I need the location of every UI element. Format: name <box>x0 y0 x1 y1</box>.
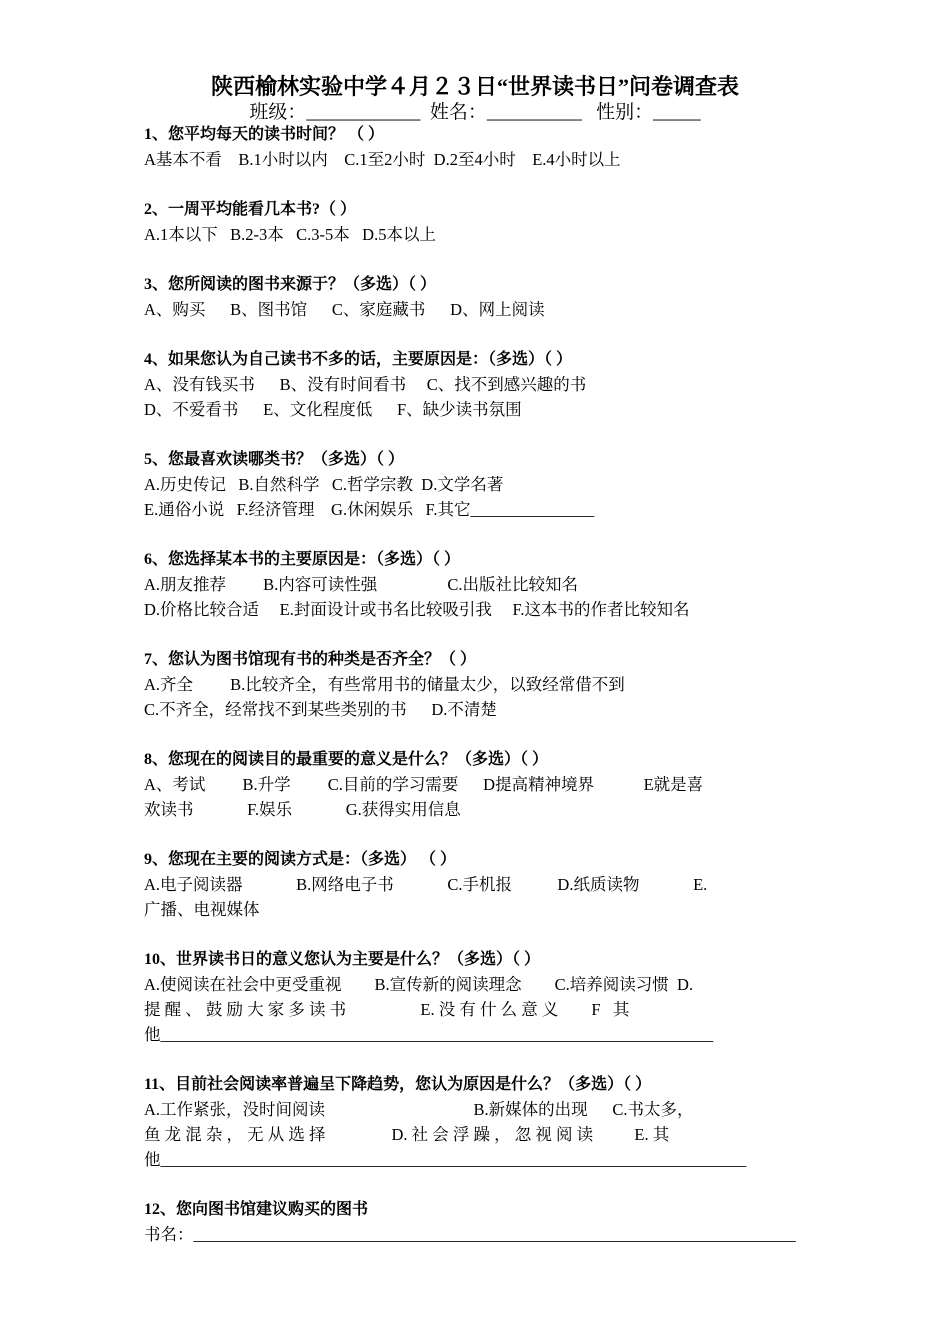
question-title: 1、您平均每天的读书时间？ （ ） <box>144 126 385 143</box>
question-title: 9、您现在主要的阅读方式是：（多选） （ ） <box>144 851 457 868</box>
question-title: 3、您所阅读的图书来源于？（多选）（ ） <box>144 276 437 293</box>
option-line: A.使阅读在社会中更受重视 B.宣传新的阅读理念 C.培养阅读习惯 D. <box>144 975 694 994</box>
question-5 <box>144 447 808 522</box>
question-7 <box>144 647 808 722</box>
option-line: D.价格比较合适 E.封面设计或书名比较吸引我 F.这本书的作者比较知名 <box>144 600 690 619</box>
option-line: 广播、电视媒体 <box>144 900 260 919</box>
question-8 <box>144 747 808 822</box>
option-line: A、购买 B、图书馆 C、家庭藏书 D、网上阅读 <box>144 300 545 319</box>
question-title: 8、您现在的阅读目的最重要的意义是什么？（多选）（ ） <box>144 751 549 768</box>
page-title: 陕西榆林实验中学４月２３日“世界读书日”问卷调查表 <box>210 74 739 99</box>
question-title: 12、您向图书馆建议购买的图书 <box>144 1201 369 1218</box>
option-line: 他___________________________________________________________________ <box>144 1025 714 1044</box>
option-line: A、考试 B.升学 C.目前的学习需要 D提高精神境界 E就是喜 <box>144 775 704 794</box>
option-line: A、没有钱买书 B、没有时间看书 C、找不到感兴趣的书 <box>144 375 587 394</box>
question-title: 7、您认为图书馆现有书的种类是否齐全？（ ） <box>144 651 477 668</box>
option-line: A.历史传记 B.自然科学 C.哲学宗教 D.文学名著 <box>144 475 504 494</box>
option-line: 鱼 龙 混 杂 ， 无 从 选 择 D. 社 会 浮 躁 ， 忽 视 阅 读 E. 其 <box>144 1125 670 1144</box>
option-line: A.工作紧张，没时间阅读 B.新媒体的出现 C.书太多， <box>144 1100 694 1119</box>
question-10 <box>144 947 808 1047</box>
option-line: E.通俗小说 F.经济管理 G.休闲娱乐 F.其它_______________ <box>144 500 595 519</box>
question-11 <box>144 1072 808 1172</box>
book-name-field[interactable]: 书名：_________________________________________________________________________ <box>144 1225 796 1244</box>
option-line: D、不爱看书 E、文化程度低 F、缺少读书氛围 <box>144 400 522 419</box>
question-4 <box>144 347 808 422</box>
question-12 <box>144 1197 808 1247</box>
option-line: 欢读书 F.娱乐 G.获得实用信息 <box>144 800 461 819</box>
question-title: 11、目前社会阅读率普遍呈下降趋势，您认为原因是什么？（多选）（ ） <box>144 1076 652 1093</box>
option-line: A.朋友推荐 B.内容可读性强 C.出版社比较知名 <box>144 575 579 594</box>
option-line: 他_______________________________________________________________________ <box>144 1150 747 1169</box>
question-6 <box>144 547 808 622</box>
option-line: 提 醒 、 鼓 励 大 家 多 读 书 E. 没 有 什 么 意 义 F 其 <box>144 1000 630 1019</box>
question-title: 10、世界读书日的意义您认为主要是什么？（多选）（ ） <box>144 951 541 968</box>
option-line: A.电子阅读器 B.网络电子书 C.手机报 D.纸质读物 E. <box>144 875 708 894</box>
question-title: 4、如果您认为自己读书不多的话，主要原因是：（多选）（ ） <box>144 351 573 368</box>
question-3 <box>144 272 808 322</box>
question-2 <box>144 197 808 247</box>
question-1 <box>144 122 808 172</box>
question-9 <box>144 847 808 922</box>
option-line: A.1本以下 B.2-3本 C.3-5本 D.5本以上 <box>144 225 436 244</box>
option-line: C.不齐全，经常找不到某些类别的书 D.不清楚 <box>144 700 497 719</box>
option-line: A.齐全 B.比较齐全，有些常用书的储量太少，以致经常借不到 <box>144 675 625 694</box>
question-title: 2、一周平均能看几本书?（ ） <box>144 201 357 218</box>
question-list <box>144 122 808 1272</box>
option-line: A基本不看 B.1小时以内 C.1至2小时 D.2至4小时 E.4小时以上 <box>144 150 621 169</box>
question-title: 5、您最喜欢读哪类书？（多选）（ ） <box>144 451 405 468</box>
question-title: 6、您选择某本书的主要原因是：（多选）（ ） <box>144 551 461 568</box>
respondent-info-line: 班级：____________ 姓名：__________ 性别：_____ <box>249 102 701 123</box>
